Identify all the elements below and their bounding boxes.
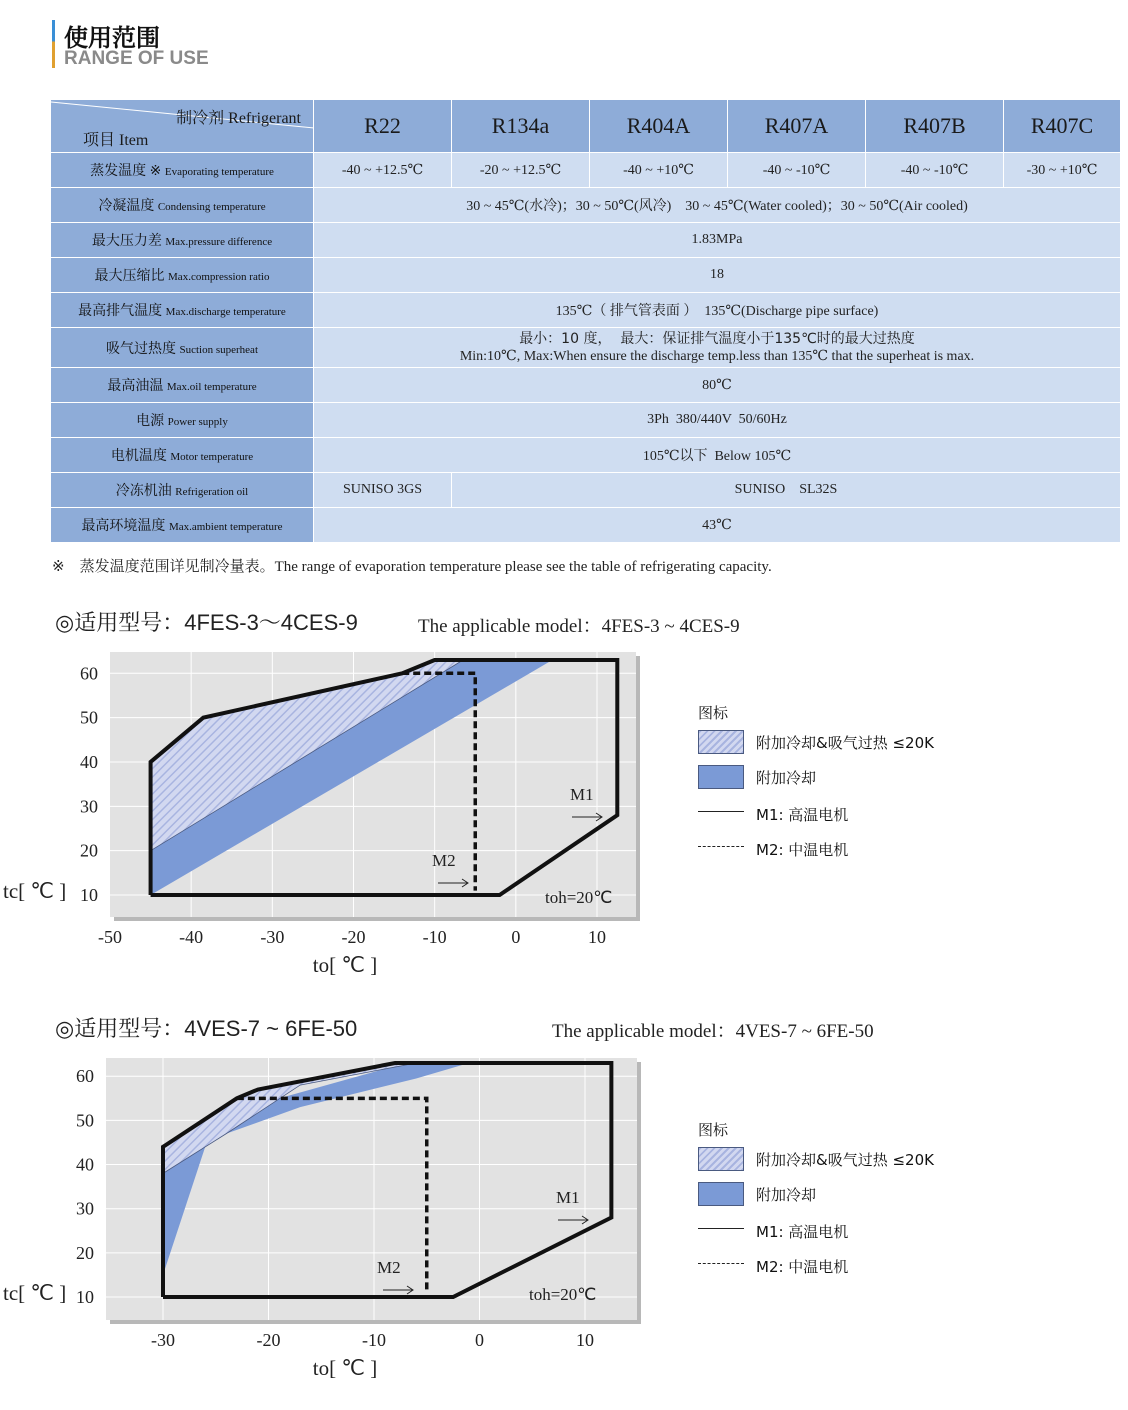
- x-tick-label: -30: [260, 927, 285, 947]
- x-tick-label: -40: [179, 927, 204, 947]
- row-label: 吸气过热度 Suction superheat: [51, 328, 314, 368]
- table-row: [51, 508, 1121, 543]
- m2-label: M2: [377, 1258, 401, 1277]
- table-cell: 80℃: [314, 368, 1121, 403]
- y-tick-label: 20: [76, 1242, 94, 1263]
- table-cell: -40 ~ +12.5℃: [314, 153, 452, 188]
- range-chart-2: [0, 1045, 700, 1385]
- table-cell: -40 ~ +10℃: [590, 153, 728, 188]
- table-cell: 1.83MPa: [314, 223, 1121, 258]
- row-label: 冷冻机油 Refrigeration oil: [51, 473, 314, 508]
- table-cell: 30 ~ 45℃(水冷)；30 ~ 50℃(风冷) 30 ~ 45℃(Water cooled)；30 ~ 50℃(Air cooled): [314, 188, 1121, 223]
- solid-line-swatch: [698, 811, 744, 812]
- x-tick-label: -30: [151, 1330, 175, 1350]
- section-title-zh: 使用范围: [64, 24, 160, 52]
- table-row: [51, 368, 1121, 403]
- y-tick-label: 50: [76, 1110, 94, 1131]
- dashed-line-swatch: [698, 1263, 744, 1264]
- solid-swatch: [698, 765, 744, 789]
- y-tick-label: 40: [80, 751, 98, 772]
- table-cell: -30 ~ +10℃: [1004, 153, 1121, 188]
- refrigerant-header: R134a: [452, 100, 590, 153]
- table-row: [51, 328, 1121, 368]
- table-cell: 43℃: [314, 508, 1121, 543]
- table-row: [51, 438, 1121, 473]
- x-tick-label: 0: [475, 1330, 484, 1350]
- table-row: [51, 293, 1121, 328]
- x-tick-label: -20: [256, 1330, 281, 1350]
- row-label: 最大压缩比 Max.compression ratio: [51, 258, 314, 293]
- table-cell: 3Ph 380/440V 50/60Hz: [314, 403, 1121, 438]
- corner-refrigerant: 制冷剂 Refrigerant: [176, 110, 301, 127]
- table-row: [51, 403, 1121, 438]
- y-tick-label: 30: [80, 796, 98, 817]
- header-accent-bar: [52, 20, 55, 68]
- y-tick-label: 30: [76, 1198, 94, 1219]
- table-cell: -40 ~ -10℃: [866, 153, 1004, 188]
- x-axis-label: to[ ℃ ]: [312, 953, 378, 977]
- corner-cell: [51, 100, 314, 153]
- x-tick-label: -10: [422, 927, 447, 947]
- row-label: 最高排气温度 Max.discharge temperature: [51, 293, 314, 328]
- table-row: [51, 473, 1121, 508]
- model-title-2: ◎适用型号：4VES-7 ~ 6FE-50: [55, 1016, 358, 1042]
- y-axis-label: tc[ ℃ ]: [3, 879, 67, 903]
- table-row: [51, 258, 1121, 293]
- table-cell: 135℃（ 排气管表面 ） 135℃(Discharge pipe surface): [314, 293, 1121, 328]
- y-tick-label: 50: [80, 707, 98, 728]
- table-cell: 18: [314, 258, 1121, 293]
- x-tick-label: -20: [341, 927, 366, 947]
- corner-item: 项目 Item: [83, 132, 149, 149]
- row-label: 最高环境温度 Max.ambient temperature: [51, 508, 314, 543]
- model-title-1: ◎适用型号：4FES-3～4CES-9: [55, 610, 358, 636]
- toh-label: toh=20℃: [545, 888, 613, 907]
- range-chart-1: [0, 640, 700, 980]
- table-row: [51, 223, 1121, 258]
- y-tick-label: 10: [80, 885, 98, 905]
- y-axis-label: tc[ ℃ ]: [3, 1281, 67, 1305]
- row-label: 最高油温 Max.oil temperature: [51, 368, 314, 403]
- row-label: 冷凝温度 Condensing temperature: [51, 188, 314, 223]
- x-tick-label: 0: [511, 927, 521, 947]
- table-cell: -20 ~ +12.5℃: [452, 153, 590, 188]
- toh-label: toh=20℃: [529, 1285, 597, 1304]
- y-tick-label: 10: [76, 1287, 94, 1307]
- model-title-1-en: The applicable model：4FES-3 ~ 4CES-9: [418, 616, 740, 637]
- m1-label: M1: [570, 785, 594, 804]
- table-row: [51, 188, 1121, 223]
- hatched-swatch: [698, 1147, 744, 1171]
- table-cell: SUNISO SL32S: [452, 473, 1121, 508]
- legend-title: 图标: [698, 704, 729, 722]
- spec-table: [50, 99, 1121, 543]
- table-cell: 105℃以下 Below 105℃: [314, 438, 1121, 473]
- y-tick-label: 40: [76, 1154, 94, 1175]
- x-tick-label: 10: [576, 1330, 594, 1350]
- x-axis-label: to[ ℃ ]: [312, 1356, 378, 1380]
- row-label: 蒸发温度 ※ Evaporating temperature: [51, 153, 314, 188]
- solid-swatch: [698, 1182, 744, 1206]
- row-label: 电源 Power supply: [51, 403, 314, 438]
- refrigerant-header: R22: [314, 100, 452, 153]
- table-header-row: [51, 100, 1121, 153]
- refrigerant-header: R407B: [866, 100, 1004, 153]
- row-label: 最大压力差 Max.pressure difference: [51, 223, 314, 258]
- refrigerant-header: R404A: [590, 100, 728, 153]
- solid-line-swatch: [698, 1228, 744, 1229]
- hatched-swatch: [698, 730, 744, 754]
- m1-label: M1: [556, 1188, 580, 1207]
- dashed-line-swatch: [698, 846, 744, 847]
- x-tick-label: -50: [98, 927, 122, 947]
- table-cell: SUNISO 3GS: [314, 473, 452, 508]
- x-tick-label: -10: [362, 1330, 386, 1350]
- refrigerant-header: R407C: [1004, 100, 1121, 153]
- y-tick-label: 20: [80, 840, 98, 861]
- refrigerant-header: R407A: [728, 100, 866, 153]
- legend-title: 图标: [698, 1121, 729, 1139]
- m2-label: M2: [432, 851, 456, 870]
- y-tick-label: 60: [80, 663, 98, 684]
- x-tick-label: 10: [588, 927, 606, 947]
- y-tick-label: 60: [76, 1066, 94, 1087]
- table-cell: -40 ~ -10℃: [728, 153, 866, 188]
- section-title-en: RANGE OF USE: [64, 48, 209, 69]
- table-cell: 最小：10 度， 最大：保证排气温度小于135℃时的最大过热度 Min:10℃, Max:When ensure the discharge temp.less than 135℃ that the superheat is max.: [314, 328, 1121, 368]
- model-title-2-en: The applicable model：4VES-7 ~ 6FE-50: [552, 1021, 874, 1042]
- row-label: 电机温度 Motor temperature: [51, 438, 314, 473]
- table-footnote: ※ 蒸发温度范围详见制冷量表。The range of evaporation temperature please see the table of refrigerating capacity.: [52, 557, 772, 575]
- table-row: [51, 153, 1121, 188]
